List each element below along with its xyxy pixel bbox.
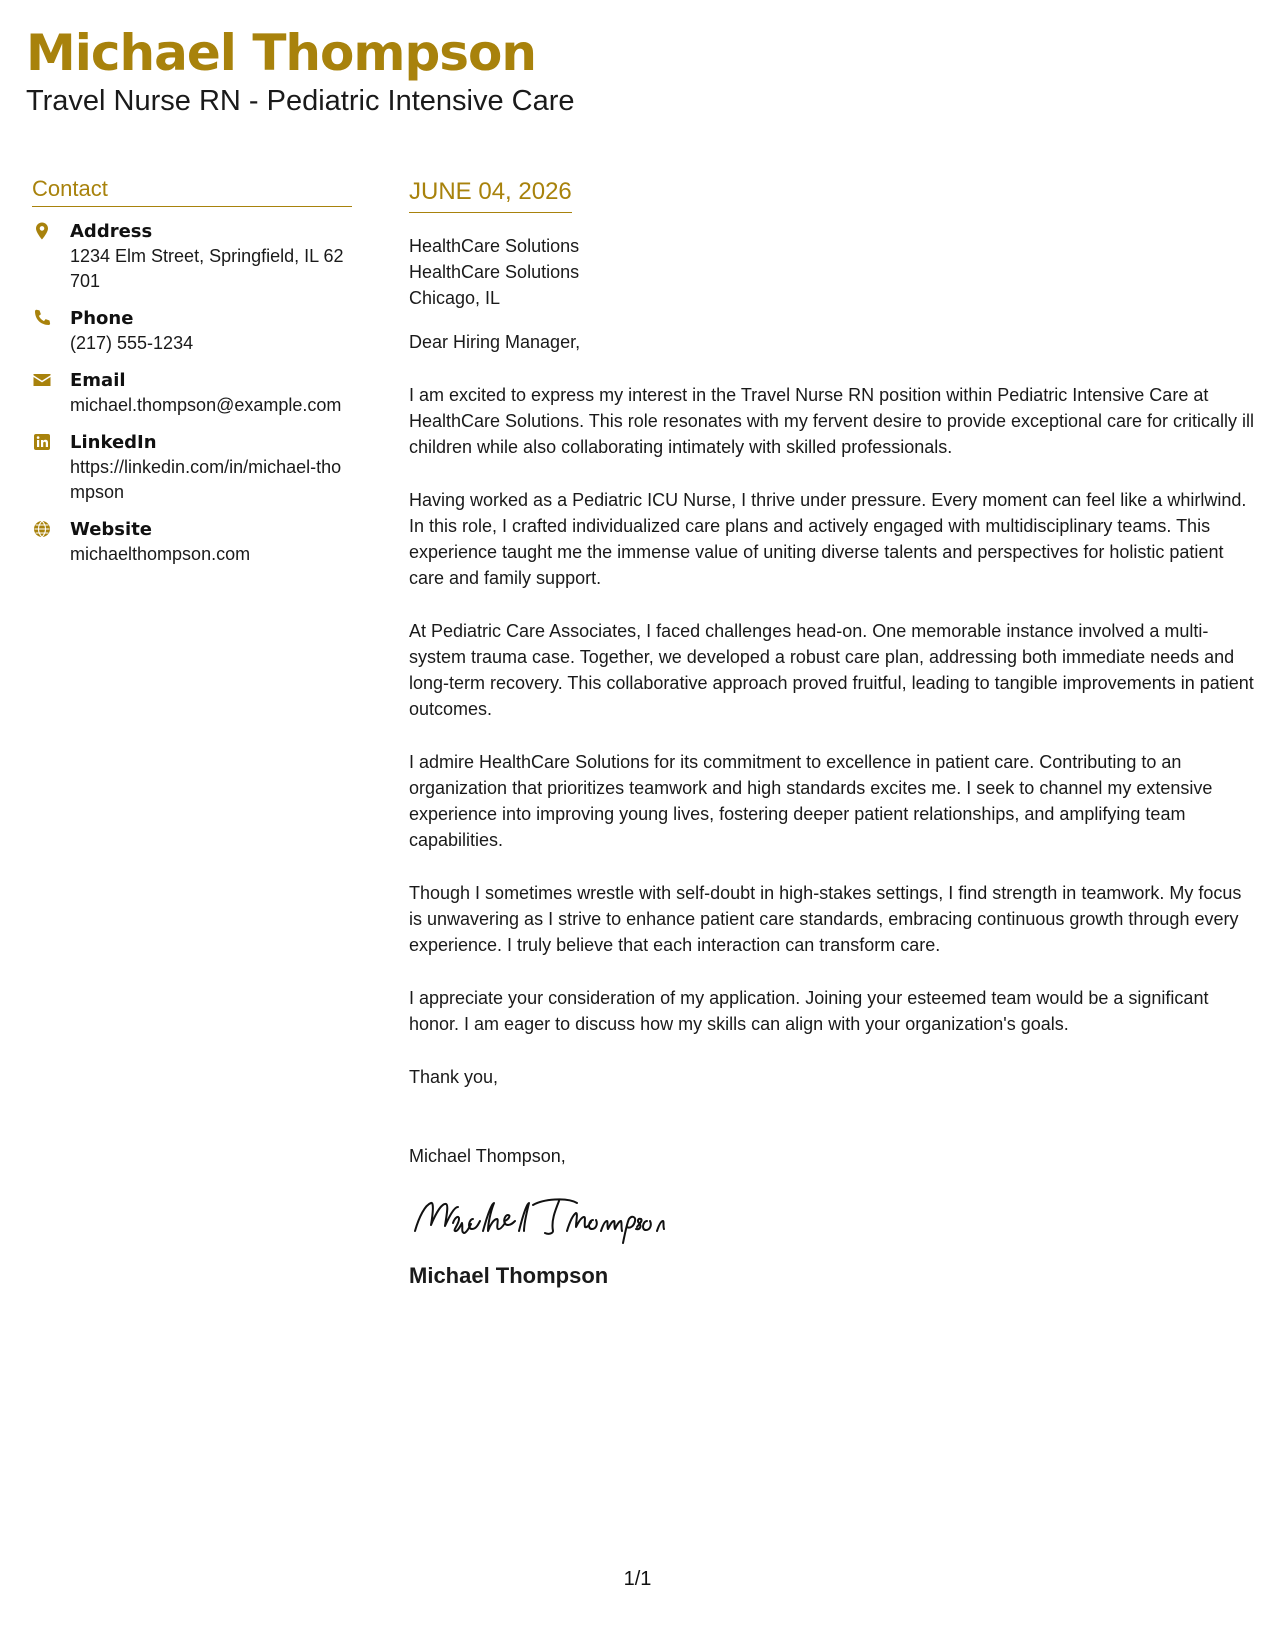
recipient-line: Chicago, IL [409,288,501,308]
handwritten-signature [409,1187,669,1247]
recipient-block [409,233,1259,311]
contact-phone [32,306,352,356]
contact-heading: Contact [32,176,352,207]
letter-body [409,178,1259,1291]
closing: Thank you, [409,1067,499,1087]
greeting: Dear Hiring Manager, [409,332,581,352]
paragraph: I appreciate your consideration of my application. Joining your esteemed team would be a significant honor. I am eager to discuss how my skills can align with your organization's goals. [409,988,1209,1034]
signoff: Michael Thompson, [409,1146,566,1166]
recipient-line: HealthCare Solutions [409,262,580,282]
contact-sidebar [32,176,352,579]
contact-address [32,219,352,294]
contact-website [32,517,352,567]
contact-linkedin [32,430,352,505]
paragraph: At Pediatric Care Associates, I faced challenges head-on. One memorable instance involved a multi-system trauma case. Together, we developed a robust care plan, addressing both immediate needs and long-term recovery. This collaborative approach proved fruitful, leading to tangible improvements in patient outcomes. [409,621,1254,719]
paragraph: I am excited to express my interest in the Travel Nurse RN position within Pediatric Intensive Care at HealthCare Solutions. This role resonates with my fervent desire to provide exceptional care for critically ill children while also collaborating intimately with skilled professionals. [409,385,1255,457]
signed-name: Michael Thompson [409,1263,609,1288]
phone-label: Phone [70,308,134,329]
letter-date: JUNE 04, 2026 [409,178,572,213]
paragraph: I admire HealthCare Solutions for its commitment to excellence in patient care. Contributing to an organization that prioritizes teamwork and high standards excites me. I seek to channel my extensive experience into improving young lives, fostering deeper patient relationships, and amplifying team capabilities. [409,752,1213,850]
phone-value: (217) 555-1234 [70,333,194,353]
linkedin-label: LinkedIn [70,432,157,453]
linkedin-value: https://linkedin.com/in/michael-thompson [70,457,342,502]
letter-header [26,22,575,118]
address-label: Address [70,221,153,242]
recipient-line: HealthCare Solutions [409,236,580,256]
email-label: Email [70,370,126,391]
email-value: michael.thompson@example.com [70,395,342,415]
website-value: michaelthompson.com [70,544,251,564]
address-value: 1234 Elm Street, Springfield, IL 62701 [70,246,344,291]
linkedin-icon [32,430,70,452]
envelope-icon [32,368,70,390]
website-label: Website [70,519,153,540]
globe-icon [32,517,70,539]
job-title: Travel Nurse RN - Pediatric Intensive Care [26,85,575,117]
applicant-name: Michael Thompson [26,24,536,82]
phone-icon [32,306,70,328]
paragraph: Having worked as a Pediatric ICU Nurse, I thrive under pressure. Every moment can feel like a whirlwind. In this role, I crafted individualized care plans and actively engaged with multidisciplinary teams. This experience taught me the immense value of uniting diverse talents and perspectives for holistic patient care and family support. [409,490,1247,588]
contact-email [32,368,352,418]
map-pin-icon [32,219,70,241]
page-number: 1/1 [623,1568,652,1590]
paragraph: Though I sometimes wrestle with self-doubt in high-stakes settings, I find strength in teamwork. My focus is unwavering as I strive to enhance patient care standards, embracing continuous growth through every experience. I truly believe that each interaction can transform care. [409,883,1242,955]
